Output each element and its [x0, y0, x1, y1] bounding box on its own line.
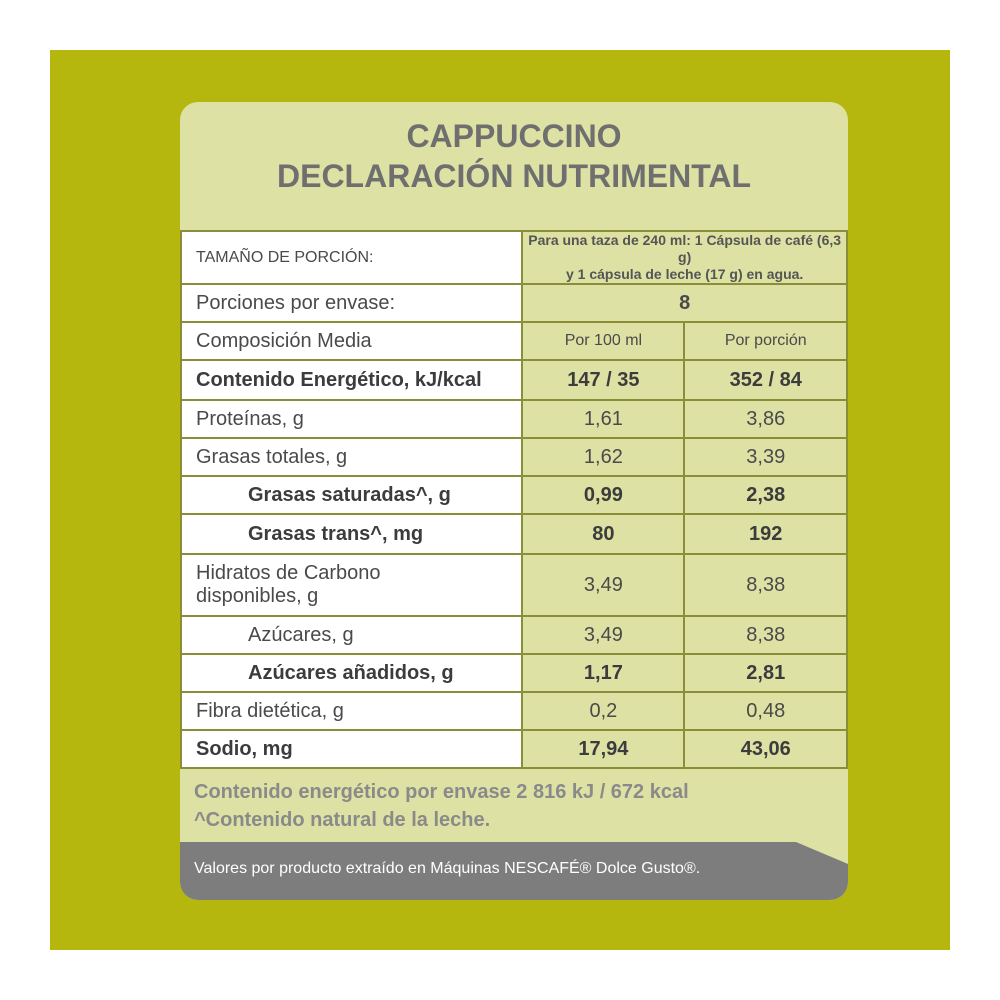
row-per100: 3,49 [522, 554, 684, 616]
column-per100: Por 100 ml [522, 322, 684, 360]
row-per-portion: 3,39 [684, 438, 847, 476]
row-per-portion: 8,38 [684, 616, 847, 654]
title-product: CAPPUCCINO [406, 118, 622, 154]
row-per100: 1,61 [522, 400, 684, 438]
table-row [181, 692, 847, 730]
serving-value [522, 231, 847, 284]
row-label: Grasas trans^, mg [181, 514, 522, 554]
table-row [181, 654, 847, 692]
serving-label: TAMAÑO DE PORCIÓN: [181, 231, 522, 284]
table-row [181, 616, 847, 654]
row-label: Proteínas, g [181, 400, 522, 438]
table-row [181, 514, 847, 554]
row-per-portion: 2,38 [684, 476, 847, 514]
corner-notch [796, 842, 848, 864]
row-per100: 17,94 [522, 730, 684, 768]
table-row [181, 438, 847, 476]
row-label-line-2: disponibles, g [196, 585, 319, 607]
nutrition-table [180, 230, 848, 769]
title-declaration: DECLARACIÓN NUTRIMENTAL [276, 158, 752, 194]
row-label-line-1: Hidratos de Carbono [196, 562, 381, 584]
row-label: Fibra dietética, g [181, 692, 522, 730]
row-per-portion: 352 / 84 [684, 360, 847, 400]
table-row [181, 554, 847, 616]
table-row-portions [181, 284, 847, 322]
row-per100: 1,17 [522, 654, 684, 692]
row-per-portion: 2,81 [684, 654, 847, 692]
columns-label: Composición Media [181, 322, 522, 360]
row-label: Azúcares, g [181, 616, 522, 654]
row-per-portion: 192 [684, 514, 847, 554]
column-per-portion: Por porción [684, 322, 847, 360]
disclaimer-text: Valores por producto extraído en Máquinas NESCAFÉ® Dolce Gusto®. [194, 860, 701, 877]
row-label: Azúcares añadidos, g [181, 654, 522, 692]
table-row [181, 730, 847, 768]
table-row-serving [181, 231, 847, 284]
row-per100: 80 [522, 514, 684, 554]
row-label [181, 554, 522, 616]
row-per-portion: 3,86 [684, 400, 847, 438]
page-title [180, 116, 848, 196]
row-per100: 0,2 [522, 692, 684, 730]
row-per100: 147 / 35 [522, 360, 684, 400]
portions-value: 8 [522, 284, 847, 322]
footer-milk-note: ^Contenido natural de la leche. [194, 809, 491, 831]
serving-line-1: Para una taza de 240 ml: 1 Cápsula de café (6,3 g) [528, 232, 842, 265]
table-row [181, 360, 847, 400]
row-per-portion: 0,48 [684, 692, 847, 730]
row-per100: 0,99 [522, 476, 684, 514]
table-row [181, 476, 847, 514]
row-label: Grasas totales, g [181, 438, 522, 476]
footer-notes [194, 778, 834, 834]
row-per-portion: 43,06 [684, 730, 847, 768]
portions-label: Porciones por envase: [181, 284, 522, 322]
row-label: Contenido Energético, kJ/kcal [181, 360, 522, 400]
disclaimer-band [180, 842, 848, 900]
serving-line-2: y 1 cápsula de leche (17 g) en agua. [565, 266, 804, 282]
table-row [181, 400, 847, 438]
table-row-columns [181, 322, 847, 360]
row-label: Sodio, mg [181, 730, 522, 768]
row-label: Grasas saturadas^, g [181, 476, 522, 514]
footer-energy-per-package: Contenido energético por envase 2 816 kJ / 672 kcal [194, 781, 689, 803]
nutrition-card [180, 102, 848, 900]
row-per100: 1,62 [522, 438, 684, 476]
row-per-portion: 8,38 [684, 554, 847, 616]
row-per100: 3,49 [522, 616, 684, 654]
